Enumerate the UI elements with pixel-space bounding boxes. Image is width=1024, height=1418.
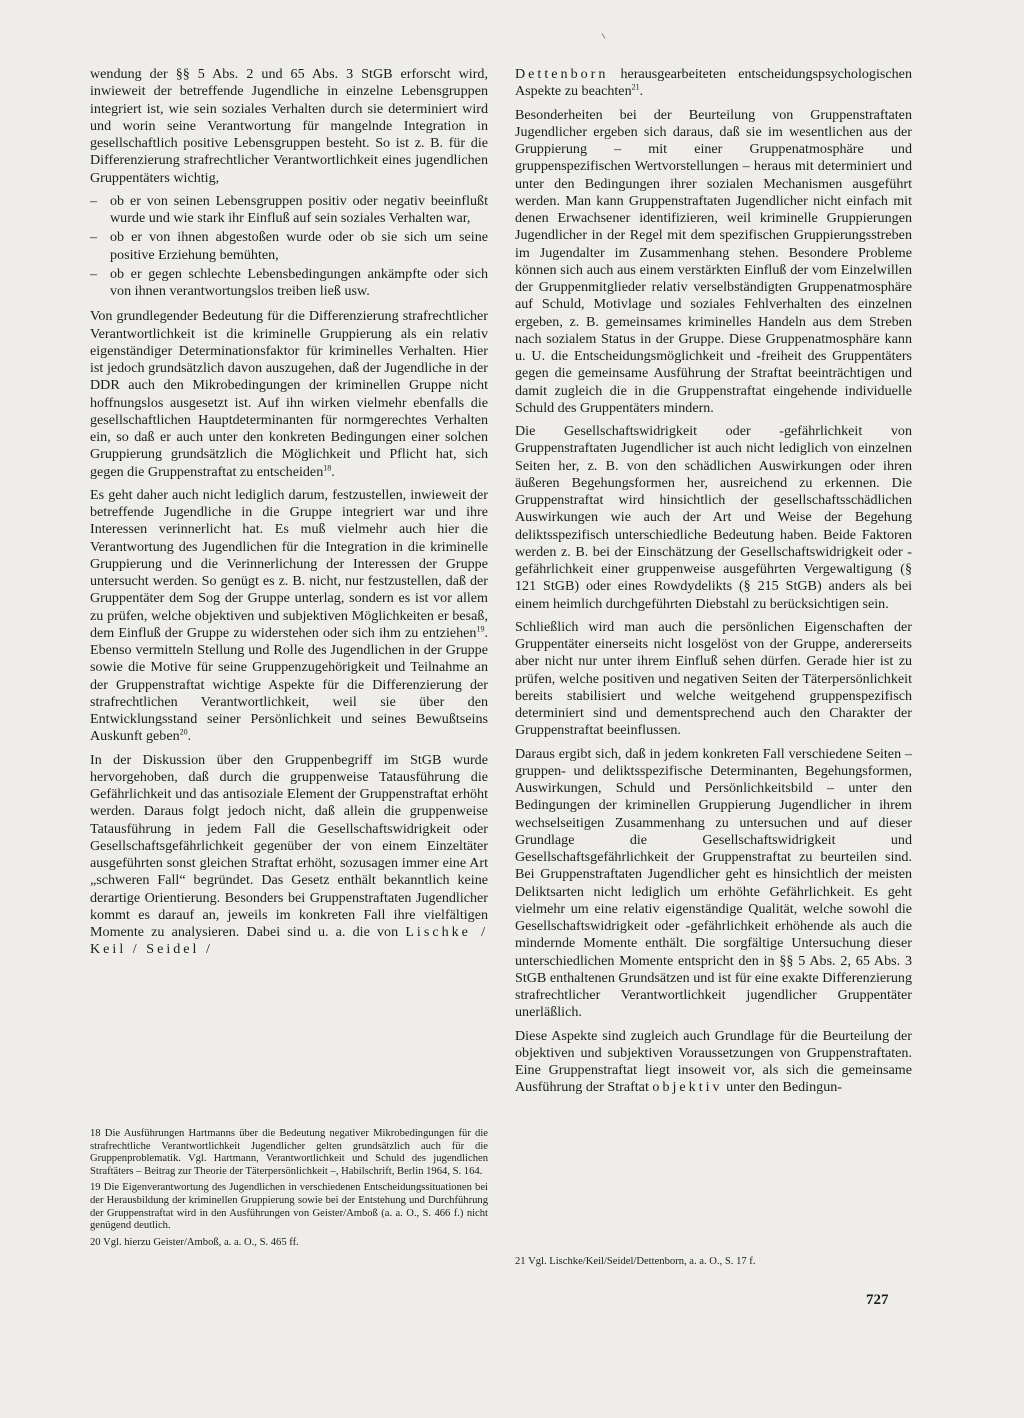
footnote-number: 18 — [90, 1128, 101, 1139]
footnote-ref: 21 — [631, 82, 640, 92]
paragraph: Besonderheiten bei der Beurteilung von Gruppenstraftaten Jugendlicher ergeben sich daraus, daß sie im wesentlichen aus der Gruppierung – mit einer Gruppenatmosphäre und gruppenspezifischen Wertvorstellungen – heraus mit determiniert und unter den Bedingungen ihrer sozialen Mechanismen ausgeführt werden. Man kann Gruppenstraftaten Jugendlicher nicht einfach mit denen Erwachsener identifizieren, weil kriminelle Gruppierungen Jugendlicher in der Regel mit dem spezifischen Gruppierungsstreben im Jugendalter im Zusammenhang stehen. Besondere Probleme können sich auch aus einem verstärkten Einfluß der vom Einzelwillen der Gruppenmitglieder relativ verselbständigten Gruppenatmosphäre auf Schuld, Motivlage und soziales Fehlverhalten des einzelnen ergeben, z. B. gemeinsames kriminelles Handeln aus dem Streben nach sozialem Status in der Gruppe. Diese Gruppenatmosphäre kann u. U. die Entscheidungsmöglichkeit und -freiheit des Gruppentäters gegen die gemeinsame Ausführung der Straftat beeinträchtigen und damit zugleich die in die Gruppenstraftat eingehende individuelle Schuld des Gruppentäters mindern. — [515, 106, 912, 416]
paragraph: Dettenborn herausgearbeiteten entscheidungspsychologischen Aspekte zu beachten$^{21}$. — [515, 66, 912, 100]
list-item: – ob er gegen schlechte Lebensbedingungen ankämpfte oder sich von ihnen verantwortungslos treiben ließ usw. — [90, 265, 488, 299]
page-number: 727 — [866, 1292, 889, 1308]
dash-bullet: – — [90, 265, 98, 282]
right-column — [515, 66, 912, 1103]
footnote-ref: 20 — [179, 727, 188, 737]
scan-speck — [602, 33, 606, 39]
footnote: 21 Vgl. Lischke/Keil/Seidel/Dettenborn, a. a. O., S. 17 f. — [515, 1256, 756, 1267]
paragraph: Schließlich wird man auch die persönlichen Eigenschaften der Gruppentäter einerseits nicht losgelöst von der Gruppe, andererseits aber nicht nur unter ihrem Einfluß sehen dürfen. Gerade hier ist zu prüfen, welche positiven und negativen Seiten der Täterpersönlichkeit bereits stabilisiert und welche weitgehend gruppenspezifisch determiniert sind und dementsprechend auch den Charakter der Gruppenstraftat beeinflussen. — [515, 618, 912, 739]
list-item: – ob er von seinen Lebensgruppen positiv oder negativ beeinflußt wurde und wie stark ihr Einfluß auf sein soziales Verhalten war, — [90, 192, 488, 226]
footnotes-right — [515, 1256, 912, 1269]
dash-list — [90, 193, 488, 301]
footnote: 20 Vgl. hierzu Geister/Amboß, a. a. O., S. 465 ff. — [90, 1236, 299, 1248]
footnote-number: 20 — [90, 1236, 101, 1248]
footnote-number: 19 — [90, 1182, 101, 1194]
emphasis: objektiv — [652, 1079, 723, 1096]
footnote: 18 Die Ausführungen Hartmanns über die Bedeutung negativer Mikrobedingungen für die strafrechtliche Verantwortlichkeit Jugendlicher gelten grundsätzlich auch für die Gruppenproblematik. Vgl. Hartmann, Verantwortlichkeit und Schuld des jugendlichen Straftäters – Beitrag zur Theorie der Täterpersönlichkeit –, Habilschrift, Berlin 1964, S. 164. — [90, 1128, 488, 1177]
footnotes-left — [90, 1128, 488, 1253]
footnote-number: 21 — [515, 1256, 526, 1267]
paragraph: Daraus ergibt sich, daß in jedem konkreten Fall verschiedene Seiten – gruppen- und deliktsspezifische Determinanten, Begehungsformen, Auswirkungen, Schuld und Persönlichkeitsbild – unter den Bedingungen der kriminellen Gruppierung Jugendlicher in ihrem wechselseitigen Zusammenhang zu untersuchen und auf dieser Grundlage die Gesellschaftswidrigkeit und Gesellschaftsgefährlichkeit der Gruppenstraftat zu beurteilen sind. Bei Gruppenstraftaten Jugendlicher geht es hinsichtlich der meisten Deliktsarten nicht lediglich um erhöhte Gefährlichkeit. Es geht vielmehr um eine relativ eigenständige Qualität, welche sowohl die Gesellschaftswidrigkeit oder -gefährlichkeit erhöhende als auch die mindernde Momente enthält. Die sorgfältige Untersuchung dieser unterschiedlichen Momente entspricht den in §§ 5 Abs. 2, 65 Abs. 3 StGB enthaltenen Grundsätzen und ist für eine exakte Differenzierung strafrechtlicher Verantwortlichkeit jugendlicher Gruppentäter unerläßlich. — [515, 745, 912, 1021]
author-name: Dettenborn — [515, 66, 609, 82]
list-item: – ob er von ihnen abgestoßen wurde oder ob sie sich um seine positive Erziehung bemühten, — [90, 229, 488, 263]
paragraph: Die Gesellschaftswidrigkeit oder -gefährlichkeit von Gruppenstraftaten Jugendlicher ist auch nicht lediglich von einzelnen Seiten her, z. B. von den schädlichen Auswirkungen oder ihren äußeren Begehungsformen her, ausreichend zu erkennen. Die Gruppenstraftat wird hinsichtlich der gesellschaftsschädlichen Auswirkungen wie auch der Art und Weise der Begehung deliktsspezifisch unterschiedliche Bedeutung haben. Beide Faktoren werden z. B. bei der Einschätzung der Gesellschaftswidrigkeit oder -gefährlichkeit einer gruppenweise ausgeführten Vergewaltigung (§ 121 StGB) oder eines Rowdydelikts (§ 215 StGB) anders als bei einem heimlich durchgeführten Diebstahl zu berücksichtigen sein. — [515, 423, 912, 612]
left-column — [90, 66, 488, 965]
paragraph: Es geht daher auch nicht lediglich darum, festzustellen, inwieweit der betreffende Jugendliche in die Gruppe integriert war und ihre Interessen verinnerlicht hat. Es muß vielmehr auch hier die Verantwortung des Jugendlichen für die Integration in die kriminelle Gruppierung und die Verinnerlichung der Interessen der Gruppe untersucht werden. So genügt es z. B. nicht, nur festzustellen, daß der Gruppentäter dem Sog der Gruppe unterlag, sondern es ist vor allem zu prüfen, welche objektiven und subjektiven Möglichkeiten er besaß, dem Einfluß der Gruppe zu widerstehen oder sich ihm zu entziehen$^{19}$. Ebenso vermitteln Stellung und Rolle des Jugendlichen in der Gruppe sowie die Motive für seine Gruppenzugehörigkeit und Teilnahme an der Gruppenstraftat wichtige Aspekte für die Differenzierung der strafrechtlichen Verantwortlichkeit, weil sie über den Entwicklungsstand seiner Persönlichkeit und seines Bewußtseins Auskunft geben$^{20}$. — [90, 486, 488, 745]
author-names: Lischke / Keil / Seidel / — [90, 924, 489, 958]
paragraph: Von grundlegender Bedeutung für die Differenzierung strafrechtlicher Verantwortlichkeit ist die kriminelle Gruppierung als ein relativ eigenständiger Determinationsfaktor für kriminelles Verhalten. Hier ist jedoch grundsätzlich davon auszugehen, daß der Jugendliche in der DDR auch den Mikrobedingungen der kriminellen Gruppe nicht hoffnungslos ausgesetzt ist. Auf ihn wirken vielmehr ebenfalls die gesellschaftlichen Hauptdeterminanten für normgerechtes Verhalten ein, so daß er auch unter den konkreten Bedingungen einer solchen Gruppierung grundsätzlich die Möglichkeit und Pflicht hat, sich gegen die Gruppenstraftat zu entscheiden$^{18}$. — [90, 308, 488, 480]
paragraph: wendung der §§ 5 Abs. 2 und 65 Abs. 3 StGB erforscht wird, inwieweit der betreffende Jugendliche in einzelne Lebensgruppen integriert ist, wie sein soziales Verhalten durch sie determiniert wird und worin seine Verantwortung für mangelnde Integration in gesellschaftlich positive Lebensgruppen besteht. So ist z. B. für die Differenzierung strafrechtlicher Verantwortlichkeit eines jugendlichen Gruppentäters wichtig, — [90, 66, 488, 186]
paragraph: In der Diskussion über den Gruppenbegriff im StGB wurde hervorgehoben, daß durch die gruppenweise Tatausführung die Gefährlichkeit und das antisoziale Element der Gruppenstraftat erhöht werden. Daraus folgt jedoch nicht, daß allein die gruppenweise Tatausführung in jedem Fall die Gesellschaftswidrigkeit oder Gesellschaftsgefährlichkeit gegenüber der von einem Einzeltäter ausgeführten sonst gleichen Straftat erhöht, sozusagen immer eine Art „schweren Fall“ begründet. Das Gesetz enthält bekanntlich keine derartige Orientierung. Besonders bei Gruppenstraftaten Jugendlicher kommt es darauf an, jeweils im konkreten Fall ihre vielfältigen Momente zu analysieren. Dabei sind u. a. die von Lischke / Keil / Seidel / — [90, 751, 489, 958]
dash-bullet: – — [90, 192, 98, 209]
footnote: 19 Die Eigenverantwortung des Jugendlichen in verschiedenen Entscheidungssituationen bei der Herausbildung der kriminellen Gruppierung sowie bei der Entstehung und Durchführung der Gruppenstraftat wird in den Ausführungen von Geister/Amboß (a. a. O., S. 466 f.) nicht genügend deutlich. — [90, 1182, 488, 1232]
footnote-ref: 18 — [323, 462, 332, 472]
dash-bullet: – — [90, 229, 98, 246]
paragraph: Diese Aspekte sind zugleich auch Grundlage für die Beurteilung der objektiven und subjektiven Voraussetzungen von Gruppenstraftaten. Eine Gruppenstraftat liegt insoweit vor, als sich die gemeinsame Ausführung der Straftat objektiv unter den Bedingun- — [515, 1027, 912, 1096]
footnote-ref: 19 — [476, 624, 485, 634]
